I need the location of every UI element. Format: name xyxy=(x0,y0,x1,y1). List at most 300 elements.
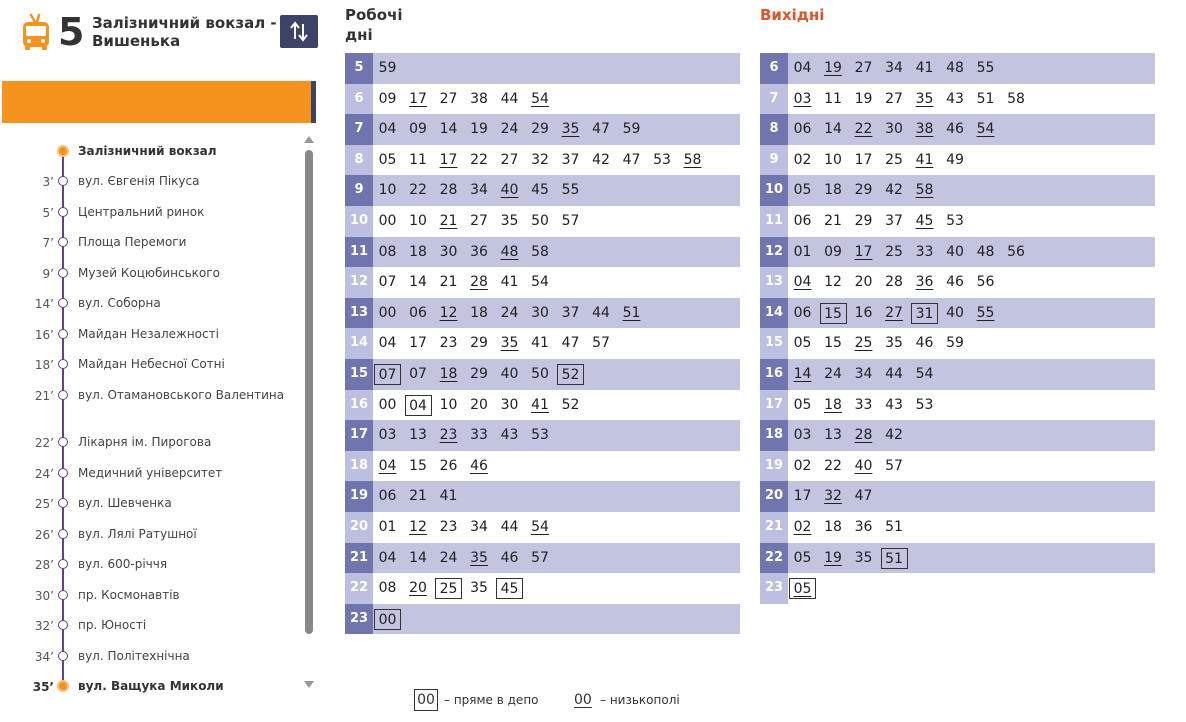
departure-minute: 07 xyxy=(374,364,401,385)
departure-minute: 35 xyxy=(500,213,519,229)
departure-minute: 04 xyxy=(378,121,397,138)
departure-minute: 59 xyxy=(622,121,641,138)
departure-minute: 24 xyxy=(500,121,519,138)
departure-minute: 03 xyxy=(378,427,397,444)
hour-cell: 6 xyxy=(345,84,373,115)
departure-minute: 37 xyxy=(561,304,580,321)
departure-minute: 54 xyxy=(531,274,549,291)
departure-minute: 11 xyxy=(824,90,842,107)
hour-cell: 9 xyxy=(345,175,373,206)
departure-minute: 17 xyxy=(439,151,458,168)
departure-minute: 54 xyxy=(531,519,549,535)
schedule-row xyxy=(760,298,1155,329)
stop-time: 14’ xyxy=(34,297,54,311)
hour-cell: 19 xyxy=(345,481,373,512)
stop-name: Музей Коцюбинського xyxy=(78,266,220,280)
departure-minute: 29 xyxy=(854,182,873,199)
legend-depot-text: – пряме в депо xyxy=(444,693,539,707)
schedule-row xyxy=(345,53,740,84)
departure-minute: 29 xyxy=(470,366,488,382)
swap-direction-icon xyxy=(289,21,309,42)
schedule-row xyxy=(760,53,1155,84)
departure-minute: 03 xyxy=(793,90,812,107)
departure-minute: 13 xyxy=(409,427,427,444)
departure-minute: 48 xyxy=(500,243,519,260)
stop-name: вул. 600-річчя xyxy=(78,557,168,571)
departure-minute: 18 xyxy=(824,396,842,413)
departure-minute: 54 xyxy=(531,90,549,107)
departure-minute: 22 xyxy=(854,121,873,138)
hour-cell: 13 xyxy=(345,298,373,329)
hour-cell: 8 xyxy=(760,114,788,145)
departure-minute: 53 xyxy=(946,213,964,229)
departure-minute: 06 xyxy=(793,121,812,138)
weekday-title: Робочі дні xyxy=(345,6,403,44)
departure-minute: 02 xyxy=(793,151,812,168)
departure-minute: 14 xyxy=(824,121,842,138)
departure-minute: 19 xyxy=(824,60,842,76)
stop-item[interactable] xyxy=(0,357,300,387)
stops-scrollbar[interactable] xyxy=(305,150,313,634)
stop-name: вул. Євгенія Пікуса xyxy=(78,174,200,188)
departure-minute: 40 xyxy=(946,243,964,260)
hour-cell: 8 xyxy=(345,145,373,176)
departure-minute: 05 xyxy=(793,182,812,199)
stop-name: пр. Юності xyxy=(78,618,147,632)
departure-minute: 28 xyxy=(439,182,458,199)
departure-minute: 32 xyxy=(531,151,549,168)
departure-minute: 37 xyxy=(561,151,580,168)
departure-minute: 25 xyxy=(885,243,903,260)
departure-minute: 44 xyxy=(500,90,519,107)
departure-minute: 03 xyxy=(793,427,812,444)
departure-minute: 37 xyxy=(885,213,903,229)
stop-name: Лікарня ім. Пирогова xyxy=(78,435,212,449)
departure-minute: 58 xyxy=(531,243,549,260)
hour-cell: 14 xyxy=(760,298,788,329)
departure-minute: 07 xyxy=(378,274,397,291)
departure-minute: 29 xyxy=(470,335,488,352)
departure-minute: 44 xyxy=(500,519,519,535)
schedule-row xyxy=(760,451,1155,482)
departure-minute: 51 xyxy=(622,304,641,321)
departure-minute: 04 xyxy=(378,335,397,352)
departure-minute: 24 xyxy=(500,304,519,321)
departure-minute: 24 xyxy=(439,549,458,566)
stop-item[interactable] xyxy=(0,144,300,174)
departure-minute: 41 xyxy=(915,151,934,168)
hour-cell: 16 xyxy=(345,390,373,421)
stop-time: 34’ xyxy=(34,650,54,664)
departure-minute: 48 xyxy=(946,60,964,76)
departure-minute: 19 xyxy=(824,549,842,566)
schedule-row xyxy=(345,512,740,543)
hour-cell: 12 xyxy=(760,237,788,268)
departure-minute: 34 xyxy=(854,366,873,382)
departure-minute: 12 xyxy=(824,274,842,291)
departure-minute: 34 xyxy=(470,182,488,199)
terminal-stop-marker xyxy=(57,145,69,157)
schedule-row xyxy=(345,298,740,329)
departure-minute: 26 xyxy=(439,457,458,474)
hour-cell: 13 xyxy=(760,267,788,298)
departure-minute: 32 xyxy=(824,488,842,505)
departure-minute: 45 xyxy=(496,578,523,599)
departure-minute: 46 xyxy=(946,274,964,291)
scroll-up-arrow[interactable] xyxy=(304,136,314,143)
swap-direction-button[interactable] xyxy=(280,15,318,48)
departure-minute: 05 xyxy=(793,396,812,413)
schedule-row xyxy=(345,237,740,268)
terminal-stop-marker xyxy=(57,680,69,692)
hour-cell: 23 xyxy=(760,573,788,604)
route-number: 5 xyxy=(58,10,85,54)
departure-minute: 34 xyxy=(470,519,488,535)
stop-time: 22’ xyxy=(34,436,54,450)
stop-item[interactable] xyxy=(0,296,300,326)
stop-marker xyxy=(58,651,68,661)
departure-minute: 47 xyxy=(561,335,580,352)
departure-minute: 47 xyxy=(854,488,873,505)
legend xyxy=(414,689,714,713)
departure-minute: 21 xyxy=(824,213,842,229)
departure-minute: 35 xyxy=(885,335,903,352)
departure-minute: 55 xyxy=(976,304,995,321)
departure-minute: 15 xyxy=(824,335,842,352)
stop-name: вул. Соборна xyxy=(78,296,161,310)
trolleybus-icon xyxy=(21,13,51,51)
weekend-title: Вихідні xyxy=(760,6,825,24)
departure-minute: 04 xyxy=(405,395,432,416)
stop-name: Майдан Небесної Сотні xyxy=(78,357,225,371)
schedule-row xyxy=(345,543,740,574)
hour-cell: 21 xyxy=(345,543,373,574)
departure-minute: 21 xyxy=(409,488,427,505)
schedule-row xyxy=(760,512,1155,543)
scroll-down-arrow[interactable] xyxy=(304,681,314,688)
departure-minute: 00 xyxy=(378,304,397,321)
departure-minute: 14 xyxy=(439,121,458,138)
departure-minute: 25 xyxy=(435,578,462,599)
stop-time: 24’ xyxy=(34,467,54,481)
stop-item[interactable] xyxy=(0,388,300,418)
hour-cell: 10 xyxy=(760,175,788,206)
hour-cell: 18 xyxy=(760,420,788,451)
stop-marker xyxy=(58,176,68,186)
departure-minute: 35 xyxy=(500,335,519,352)
departure-minute: 17 xyxy=(409,335,427,352)
departure-minute: 01 xyxy=(793,243,812,260)
departure-minute: 02 xyxy=(793,457,812,474)
departure-minute: 35 xyxy=(854,549,873,566)
departure-minute: 33 xyxy=(854,396,873,413)
stop-marker xyxy=(58,329,68,339)
departure-minute: 47 xyxy=(622,151,641,168)
departure-minute: 53 xyxy=(653,151,671,168)
schedule-row xyxy=(760,420,1155,451)
departure-minute: 56 xyxy=(976,274,995,291)
departure-minute: 06 xyxy=(378,488,397,505)
departure-minute: 18 xyxy=(470,304,488,321)
schedule-row xyxy=(345,206,740,237)
departure-minute: 57 xyxy=(531,549,549,566)
stop-time: 30’ xyxy=(34,589,54,603)
departure-minute: 45 xyxy=(531,182,549,199)
departure-minute: 20 xyxy=(854,274,873,291)
departure-minute: 55 xyxy=(561,182,580,199)
stop-time: 7’ xyxy=(42,236,54,250)
schedule-row xyxy=(345,145,740,176)
departure-minute: 41 xyxy=(439,488,458,505)
hour-cell: 9 xyxy=(760,145,788,176)
departure-minute: 18 xyxy=(824,182,842,199)
departure-minute: 40 xyxy=(500,366,519,382)
departure-minute: 57 xyxy=(561,213,580,229)
schedule-row xyxy=(345,451,740,482)
hour-cell: 12 xyxy=(345,267,373,298)
departure-minute: 07 xyxy=(409,366,427,382)
hour-cell: 11 xyxy=(345,237,373,268)
departure-minute: 25 xyxy=(854,335,873,352)
stop-time: 9’ xyxy=(42,267,54,281)
departure-minute: 20 xyxy=(409,580,427,597)
stop-item[interactable] xyxy=(0,527,300,557)
stop-item[interactable] xyxy=(0,266,300,296)
departure-minute: 59 xyxy=(378,60,397,76)
hour-cell: 23 xyxy=(345,604,373,635)
departure-minute: 23 xyxy=(439,427,458,444)
departure-minute: 30 xyxy=(439,243,458,260)
hour-cell: 22 xyxy=(760,543,788,574)
departure-minute: 17 xyxy=(854,243,873,260)
departure-minute: 42 xyxy=(592,151,610,168)
departure-minute: 14 xyxy=(409,549,427,566)
stop-name: вул. Лялі Ратушної xyxy=(78,527,197,541)
schedule-row xyxy=(760,573,1155,604)
departure-minute: 34 xyxy=(885,60,903,76)
departure-minute: 57 xyxy=(592,335,610,352)
departure-minute: 35 xyxy=(470,549,488,566)
hour-cell: 17 xyxy=(345,420,373,451)
departure-minute: 49 xyxy=(946,151,964,168)
departure-minute: 54 xyxy=(915,366,934,382)
departure-minute: 04 xyxy=(793,274,812,291)
stop-item[interactable] xyxy=(0,435,300,465)
departure-minute: 30 xyxy=(531,304,549,321)
departure-minute: 11 xyxy=(409,151,427,168)
hour-cell: 22 xyxy=(345,573,373,604)
schedule-row xyxy=(345,175,740,206)
departure-minute: 38 xyxy=(915,121,934,138)
hour-cell: 5 xyxy=(345,53,373,84)
departure-minute: 38 xyxy=(470,90,488,107)
departure-minute: 51 xyxy=(885,519,903,535)
departure-minute: 24 xyxy=(824,366,842,382)
stop-marker xyxy=(58,237,68,247)
departure-minute: 04 xyxy=(378,549,397,566)
departure-minute: 23 xyxy=(439,519,458,535)
hour-cell: 11 xyxy=(760,206,788,237)
stop-time: 18’ xyxy=(34,358,54,372)
schedule-row xyxy=(760,481,1155,512)
stop-item[interactable] xyxy=(0,235,300,265)
departure-minute: 14 xyxy=(409,274,427,291)
departure-minute: 28 xyxy=(854,427,873,444)
departure-minute: 33 xyxy=(915,243,934,260)
departure-minute: 00 xyxy=(378,213,397,229)
departure-minute: 44 xyxy=(885,366,903,382)
departure-minute: 10 xyxy=(439,396,458,413)
stop-marker xyxy=(58,468,68,478)
departure-minute: 09 xyxy=(409,121,427,138)
stop-marker xyxy=(58,268,68,278)
stop-item[interactable] xyxy=(0,174,300,204)
departure-minute: 21 xyxy=(439,274,458,291)
departure-minute: 45 xyxy=(915,213,934,229)
schedule-row xyxy=(345,267,740,298)
departure-minute: 43 xyxy=(500,427,519,444)
stop-marker xyxy=(58,559,68,569)
stop-item[interactable] xyxy=(0,327,300,357)
departure-minute: 23 xyxy=(439,335,458,352)
departure-minute: 50 xyxy=(531,366,549,382)
stop-name: Майдан Незалежності xyxy=(78,327,219,341)
schedule-row xyxy=(760,390,1155,421)
stop-name: вул. Отамановського Валентина xyxy=(78,388,285,402)
stop-marker xyxy=(58,390,68,400)
departure-minute: 58 xyxy=(683,151,702,168)
departure-minute: 51 xyxy=(881,548,908,569)
stop-item[interactable] xyxy=(0,466,300,496)
schedule-row xyxy=(345,114,740,145)
departure-minute: 27 xyxy=(439,90,458,107)
schedule-row xyxy=(760,84,1155,115)
departure-minute: 18 xyxy=(409,243,427,260)
departure-minute: 27 xyxy=(885,304,903,321)
departure-minute: 16 xyxy=(854,304,873,321)
stop-marker xyxy=(58,359,68,369)
departure-minute: 41 xyxy=(531,335,549,352)
departure-minute: 46 xyxy=(470,457,488,474)
schedule-row xyxy=(760,145,1155,176)
departure-minute: 57 xyxy=(885,457,903,474)
stop-item[interactable] xyxy=(0,557,300,587)
stop-item[interactable] xyxy=(0,618,300,648)
route-progress-bar-end xyxy=(311,81,316,123)
departure-minute: 06 xyxy=(793,213,812,229)
departure-minute: 28 xyxy=(885,274,903,291)
departure-minute: 41 xyxy=(500,274,519,291)
hour-cell: 6 xyxy=(760,53,788,84)
schedule-row xyxy=(760,543,1155,574)
legend-lowfloor-text: – низькополі xyxy=(600,693,680,707)
stop-item[interactable] xyxy=(0,588,300,618)
departure-minute: 51 xyxy=(976,90,995,107)
departure-minute: 27 xyxy=(470,213,488,229)
departure-minute: 41 xyxy=(915,60,934,76)
departure-minute: 08 xyxy=(378,580,397,597)
hour-cell: 17 xyxy=(760,390,788,421)
departure-minute: 33 xyxy=(470,427,488,444)
departure-minute: 00 xyxy=(374,609,401,630)
stop-name: Центральний ринок xyxy=(78,205,205,219)
hour-cell: 15 xyxy=(345,359,373,390)
stop-name: Залізничний вокзал xyxy=(78,144,217,158)
departure-minute: 10 xyxy=(824,151,842,168)
departure-minute: 22 xyxy=(409,182,427,199)
schedule-row xyxy=(345,328,740,359)
departure-minute: 35 xyxy=(915,90,934,107)
hour-cell: 14 xyxy=(345,328,373,359)
departure-minute: 12 xyxy=(439,304,458,321)
departure-minute: 21 xyxy=(439,213,458,229)
stop-item[interactable] xyxy=(0,205,300,235)
legend-depot-sample: 00 xyxy=(414,689,438,711)
departure-minute: 36 xyxy=(470,243,488,260)
schedule-row xyxy=(345,84,740,115)
departure-minute: 06 xyxy=(793,304,812,321)
departure-minute: 42 xyxy=(885,427,903,444)
departure-minute: 29 xyxy=(854,213,873,229)
departure-minute: 02 xyxy=(793,519,812,535)
route-name: Залізничний вокзал - Вишенька xyxy=(92,14,277,50)
hour-cell: 15 xyxy=(760,328,788,359)
schedule-row xyxy=(345,390,740,421)
stops-list xyxy=(0,138,300,698)
stop-time: 32’ xyxy=(34,619,54,633)
departure-minute: 43 xyxy=(946,90,964,107)
departure-minute: 54 xyxy=(976,121,995,138)
departure-minute: 50 xyxy=(531,213,549,229)
stop-time: 5’ xyxy=(42,206,54,220)
stop-item[interactable] xyxy=(0,496,300,526)
departure-minute: 46 xyxy=(500,549,519,566)
hour-cell: 20 xyxy=(760,481,788,512)
stop-marker xyxy=(58,590,68,600)
stop-item[interactable] xyxy=(0,649,300,679)
stop-time: 35’ xyxy=(32,680,54,694)
departure-minute: 35 xyxy=(561,121,580,138)
departure-minute: 27 xyxy=(854,60,873,76)
stop-name: Площа Перемоги xyxy=(78,235,187,249)
departure-minute: 46 xyxy=(915,335,934,352)
stop-item[interactable] xyxy=(0,679,300,709)
departure-minute: 58 xyxy=(1007,90,1025,107)
departure-minute: 19 xyxy=(470,121,488,138)
departure-minute: 05 xyxy=(789,578,816,599)
hour-cell: 10 xyxy=(345,206,373,237)
stop-time: 25’ xyxy=(34,497,54,511)
departure-minute: 40 xyxy=(946,304,964,321)
stop-marker xyxy=(58,437,68,447)
stop-name: пр. Космонавтів xyxy=(78,588,180,602)
schedule-row xyxy=(760,175,1155,206)
departure-minute: 10 xyxy=(378,182,397,199)
departure-minute: 08 xyxy=(378,243,397,260)
stop-time: 21’ xyxy=(34,389,54,403)
departure-minute: 36 xyxy=(854,519,873,535)
schedule-row xyxy=(760,237,1155,268)
departure-minute: 53 xyxy=(531,427,549,444)
stop-name: вул. Ващука Миколи xyxy=(78,679,224,693)
stop-marker xyxy=(58,298,68,308)
route-progress-bar xyxy=(2,81,311,123)
departure-minute: 20 xyxy=(470,396,488,413)
schedule-row xyxy=(345,481,740,512)
departure-minute: 05 xyxy=(793,335,812,352)
departure-minute: 42 xyxy=(885,182,903,199)
departure-minute: 43 xyxy=(885,396,903,413)
